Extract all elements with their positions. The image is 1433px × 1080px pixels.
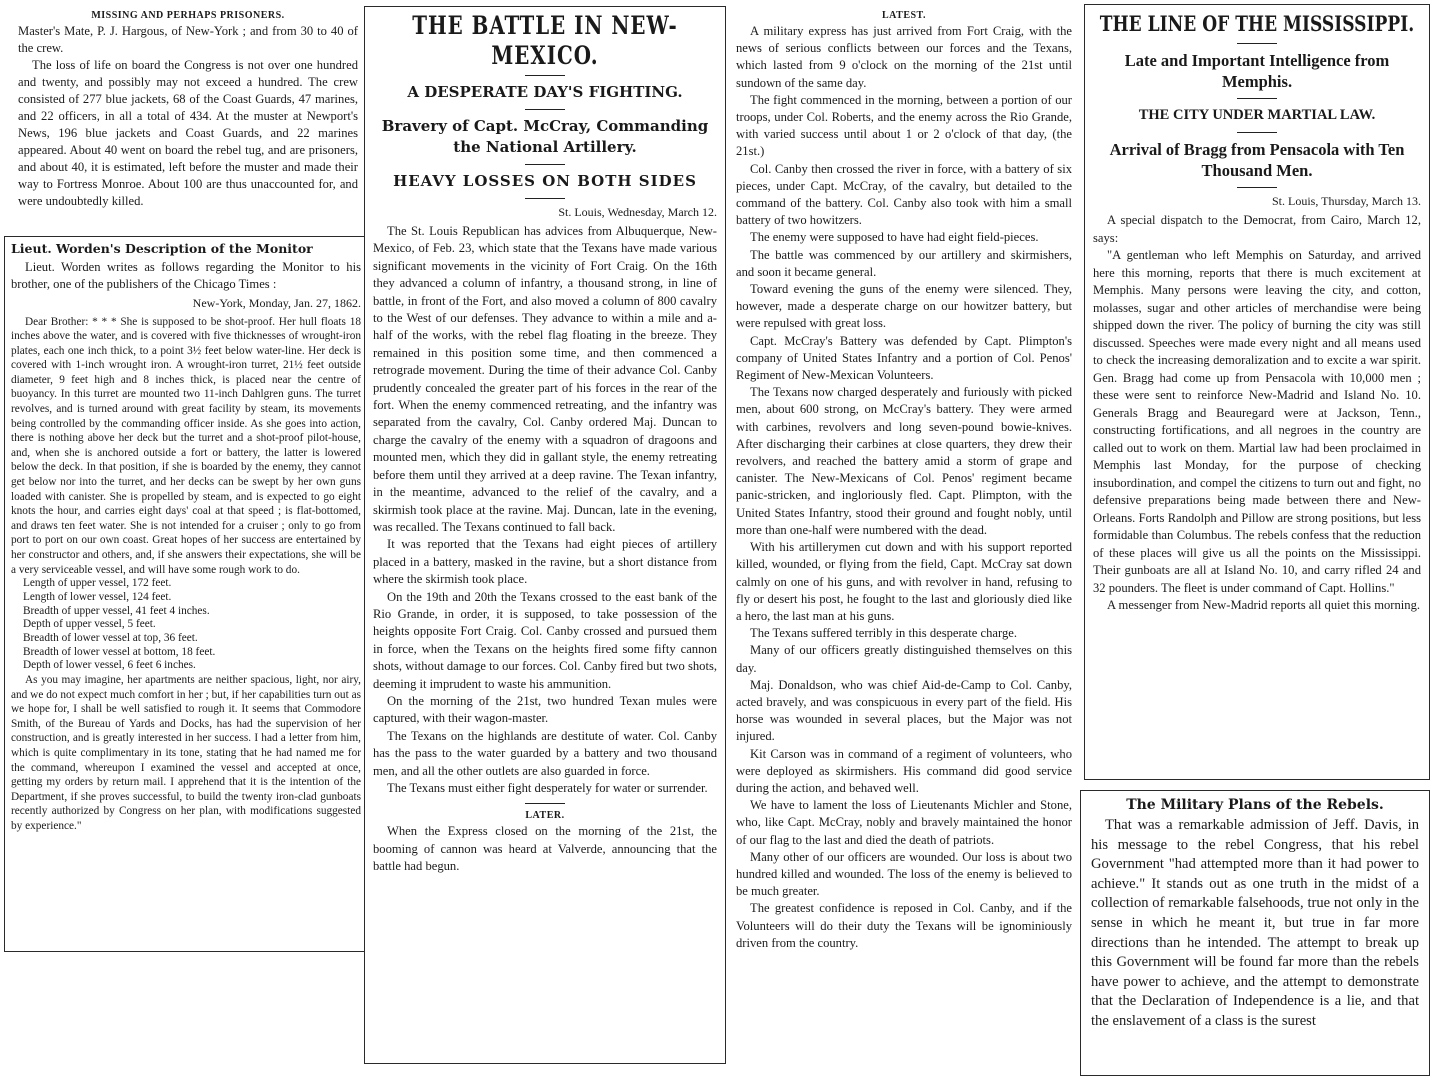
clipping-worden-monitor — [4, 236, 368, 952]
list-item: Length of lower vessel, 124 feet. — [23, 590, 172, 603]
dateline: New-York, Monday, Jan. 27, 1862. — [192, 296, 361, 310]
paragraph: With his artillerymen cut down and with his support reported killed, wounded, or flying from the field, Capt. McCray sat down calmly on one of his guns, and with revolver in hand, refusing to fly or desert his post, he fought to the last and gloriously died like a hero, the last man at his guns. — [736, 540, 1072, 623]
list-item: Breadth of lower vessel at bottom, 18 feet. — [23, 645, 216, 658]
list-item: Depth of lower vessel, 6 feet 6 inches. — [23, 659, 196, 672]
clipping-heading: Lieut. Worden's Description of the Monitor — [11, 241, 313, 256]
clipping-heading: THE BATTLE IN NEW-MEXICO. — [412, 11, 678, 71]
paragraph: The St. Louis Republican has advices from Albuquerque, New-Mexico, of Feb. 23, which state that the Texans have made various significant movements in the vicinity of Fort Craig. On the 16th they advanced a column of infantry, a thousand strong, in line of battle, in front of the Fort, and also moved a column of 800 cavalry to the West of our defenses. They advance to within a mile and a-half of the works, with the rebel flag floating in the breeze. They remained in this position some time, and then commenced a retrograde movement. During the time of their advance Col. Canby prudently concealed the greater part of his forces in the rear of the fort. When the enemy commenced retreating, and the infantry was separated from the cavalry, Col. Canby ordered Maj. Duncan to charge the cavalry of the enemy with a squadron of dragoons and mounted men, which they did in gallant style, the enemy retreating before them until they arrived at a deep ravine. The Texan infantry, in the meantime, advanced to the relief of the cavalry, and a skirmish took place at the ravine. Maj. Duncan, late in the evening, was recalled. The Texans continued to fall back. — [373, 224, 717, 534]
paragraph: We have to lament the loss of Lieutenants Michler and Stone, who, like Capt. McCray, nobly and bravely maintained the honor of our flag to the last and died the death of patriots. — [736, 798, 1072, 847]
paragraph: Many of our officers greatly distinguished themselves on this day. — [736, 643, 1072, 675]
divider — [1237, 43, 1277, 44]
divider — [1237, 98, 1277, 99]
paragraph: Many other of our officers are wounded. Our loss is about two hundred killed and wounded. The loss of the enemy is believed to be much greater. — [736, 849, 1072, 899]
paragraph: The greatest confidence is reposed in Col. Canby, and if the Volunteers will do their duty the Texans will be ignominiously driven from the country. — [736, 901, 1072, 950]
later-heading: LATER. — [525, 810, 565, 822]
list-item: Depth of upper vessel, 5 feet. — [23, 618, 156, 631]
paragraph: The Texans suffered terribly in this desperate charge. — [750, 626, 1017, 641]
paragraph: The Texans on the highlands are destitute of water. Col. Canby has the pass to the water guarded by a battery and two thousand men, and all the other outlets are also guarded in force. — [373, 728, 717, 778]
paragraph: Master's Mate, P. J. Hargous, of New-York ; and from 30 to 40 of the crew. — [18, 24, 358, 56]
subheading: Bravery of Capt. McCray, Commanding the National Artillery. — [381, 117, 709, 156]
clipping-heading: MISSING AND PERHAPS PRISONERS. — [91, 10, 285, 21]
divider — [525, 109, 565, 110]
subheading: HEAVY LOSSES ON BOTH SIDES — [393, 172, 697, 190]
divider — [525, 803, 565, 804]
paragraph: On the 19th and 20th the Texans crossed to the east bank of the Rio Grande, in order, it is supposed, to take possession of the heights opposite Fort Craig. Col. Canby crossed and pursued them in force, when the Texans on the heights fired some fifty cannon shots, without damage to our forces. Col. Canby fired but two shots, deeming it imprudent to waste his ammunition. — [373, 589, 717, 691]
paragraph: A military express has just arrived from Fort Craig, with the news of serious conflicts between our forces and the Texans, which lasted from 9 o'clock on the morning of the 21st until sundown of the same day. — [736, 24, 1072, 90]
subheading: Arrival of Bragg from Pensacola with Ten Thousand Men. — [1109, 140, 1405, 180]
paragraph: As you may imagine, her apartments are neither spacious, light, nor airy, and we do not expect much comfort in her ; but, if her capabilities turn out as we hope for, I shall be well satisfied to rough it. It seems that Commodore Smith, of the Bureau of Yards and Docks, has had the supervision of her construction, and is greatly interested in her success. I had a letter from him, which is quite complimentary in its tone, stating that he had named me for the command, whereupon I examined the vessel and accepted at once, getting my orders by return mail. I apprehend that it is the intention of the Department, if she proves successful, to build the twenty iron-clad gunboats recently authorized by Congress on her plan, with modifications suggested by experience." — [11, 674, 361, 833]
paragraph: Maj. Donaldson, who was chief Aid-de-Camp to Col. Canby, acted bravely, and was conspicuous in every part of the field. His horse was wounded in several places, but the Major was not injured. — [736, 677, 1072, 744]
subheading: A DESPERATE DAY'S FIGHTING. — [407, 83, 683, 101]
paragraph: On the morning of the 21st, two hundred Texan mules were captured, with their wagon-master. — [373, 693, 717, 726]
paragraph: It was reported that the Texans had eight pieces of artillery placed in a battery, masked in the ravine, but a short distance from where the skirmish took place. — [373, 537, 717, 587]
clipping-latest — [728, 8, 1080, 1056]
paragraph: The enemy were supposed to have had eight field-pieces. — [750, 230, 1039, 245]
clipping-heading: LATEST. — [882, 10, 926, 21]
subheading: THE CITY UNDER MARTIAL LAW. — [1138, 107, 1376, 123]
list-item: Length of upper vessel, 172 feet. — [23, 577, 172, 590]
dateline: St. Louis, Wednesday, March 12. — [558, 205, 717, 219]
divider — [1237, 132, 1277, 133]
dateline: St. Louis, Thursday, March 13. — [1272, 194, 1421, 208]
paragraph: A special dispatch to the Democrat, from Cairo, March 12, says: — [1093, 213, 1421, 245]
paragraph: The fight commenced in the morning, between a portion of our troops, under Col. Roberts, and the enemy across the Rio Grande, with varied success until about 1 or 2 o'clock of that day, (the 21st.) — [736, 92, 1072, 159]
paragraph: Toward evening the guns of the enemy were silenced. They, however, made a desperate charge on our howitzer battery, but were repulsed with great loss. — [736, 282, 1072, 331]
paragraph: "A gentleman who left Memphis on Saturday, and arrived here this morning, reports that there is much excitement at Memphis. Many persons were leaving the city, and cotton, molasses, sugar and other articles of merchandise were being shipped down the river. The policy of burning the city was still discussed. Speeches were made every night and all means used to check the increasing demoralization and to excite a war spirit. Gen. Bragg had come up from Pensacola with 10,000 men ; these were sent to reinforce New-Madrid and Island No. 10. Generals Bragg and Beauregard were at Jackson, Tenn., constructing fortifications, and all negroes in the country are called out to work on them. Martial law had been proclaimed in Memphis last Monday, for the purpose of checking insubordination, and compel the citizens to turn out and fight, no defensive preparations being made between there and New-Orleans. Forts Randolph and Pillow are strong positions, but less formidable than Columbus. The rebels confess that the reduction of these places will give us all the points on the Mississippi. Their gunboats are all at Island No. 10, and carry rifled 24 and 32 pounders. The fleet is under command of Capt. Hollins." — [1093, 248, 1421, 595]
paragraph: When the Express closed on the morning of the 21st, the booming of cannon was heard at Valverde, announcing that the battle had begun. — [373, 824, 717, 874]
clipping-missing-prisoners — [12, 8, 364, 230]
subheading: Late and Important Intelligence from Memphis. — [1124, 51, 1390, 91]
clipping-battle-new-mexico — [364, 6, 726, 1064]
list-item: Breadth of lower vessel at top, 36 feet. — [23, 632, 198, 644]
paragraph: That was a remarkable admission of Jeff. Davis, in his message to the rebel Congress, that his rebel Government "had attempted more than it had power to achieve." It stands out as one truth in the midst of a collection of remarkable falsehoods, true not only in the sense in which he meant it, but true in far more directions than he intended. The attempt to break up this Government will be found far more than the rebels have power to achieve, and the attempt to demonstrate that the Declaration of Independence is a lie, and that the enslavement of a class is the surest — [1091, 817, 1419, 1029]
paragraph: Capt. McCray's Battery was defended by Capt. Plimpton's company of United States Infantry and a portion of Col. Penos' Regiment of New-Mexican Volunteers. — [736, 333, 1072, 383]
letter-body: Dear Brother: * * * She is supposed to be shot-proof. Her hull floats 18 inches above the water, and is covered with five thicknesses of wrought-iron plates, each one inch thick, to a point 3½ feet below water-line. Her deck is covered with 1-inch wrought iron. A wrought-iron turret, 21½ feet outside diameter, 9 feet high and 8 inches thick, is placed near the centre of buoyancy. In this turret are mounted two 11-inch Dahlgren guns. The turret revolves, and is turned around with great facility by steam, its movements being controlled by the commanding officer inside. As she goes into action, there is nothing above her deck but the turret and a shot-proof pilot-house, and, when she is anchored outside a fort or battery, the latter is lowered below the deck. In that position, if she is boarded by the enemy, they cannot get below nor into the turret, and her decks can be swept by her own guns loaded with canister. She is propelled by steam, and is expected to go eight knots the hour, and carries eight days' coal at that speed ; is flat-bottomed, and draws ten feet water. She is not intended for a cruiser ; only to go from port to port on our own coast. Great hopes of her success are entertained by her constructor and others, and, if she answers their expectations, she will be a very serviceable vessel, and will have some rough work to do. — [11, 315, 361, 576]
divider — [1237, 187, 1277, 188]
divider — [525, 164, 565, 165]
paragraph: Lieut. Worden writes as follows regarding the Monitor to his brother, one of the publishers of the Chicago Times : — [11, 260, 361, 291]
clipping-military-plans — [1080, 790, 1430, 1076]
paragraph: The Texans now charged desperately and furiously with picked men, about 600 strong, on McCray's battery. They were armed with carbines, revolvers and long seven-pound bowie-knives. After discharging their carbines at close quarters, they drew their revolvers, and reached the battery amid a storm of grape and canister. The New-Mexicans of Col. Penos' regiment became panic-stricken, and ingloriously fled. Capt. Plimpton, with the United States Infantry, stood their ground and fought nobly, until more than one-half were numbered with the dead. — [736, 385, 1072, 537]
paragraph: The Texans must either fight desperately for water or surrender. — [387, 781, 708, 795]
paragraph: Kit Carson was in command of a regiment of volunteers, who were deployed as skirmishers. His command did good service during the action, and behaved well. — [736, 746, 1072, 795]
clipping-line-of-mississippi — [1084, 4, 1430, 780]
divider — [525, 75, 565, 76]
clipping-heading: The Military Plans of the Rebels. — [1126, 797, 1384, 813]
clipping-heading: THE LINE OF THE MISSISSIPPI. — [1099, 11, 1415, 37]
paragraph: The battle was commenced by our artillery and skirmishers, and soon it became general. — [736, 247, 1072, 279]
paragraph: Col. Canby then crossed the river in force, with a battery of six pieces, under Capt. McCray, of the cavalry, but detailed to the command of the battery. Col. Canby also took with him a small battery of two howitzers. — [736, 161, 1072, 228]
divider — [525, 198, 565, 199]
paragraph: A messenger from New-Madrid reports all quiet this morning. — [1107, 598, 1421, 612]
list-item: Breadth of upper vessel, 41 feet 4 inches. — [23, 604, 210, 617]
paragraph: The loss of life on board the Congress is not over one hundred and twenty, and possibly may not exceed a hundred. The crew consisted of 277 blue jackets, 68 of the Coast Guards, 47 marines, and 22 officers, in all a total of 434. At the muster at Newport's News, 196 blue jackets and Coast Guards, and 22 marines appeared. About 40 went on board the rebel tug, and are prisoners, and about 40, it is estimated, left before the muster and made their way to Fortress Monroe. About 100 are thus unaccounted for, and were undoubtedly killed. — [18, 58, 358, 209]
measurements-list — [11, 577, 361, 673]
